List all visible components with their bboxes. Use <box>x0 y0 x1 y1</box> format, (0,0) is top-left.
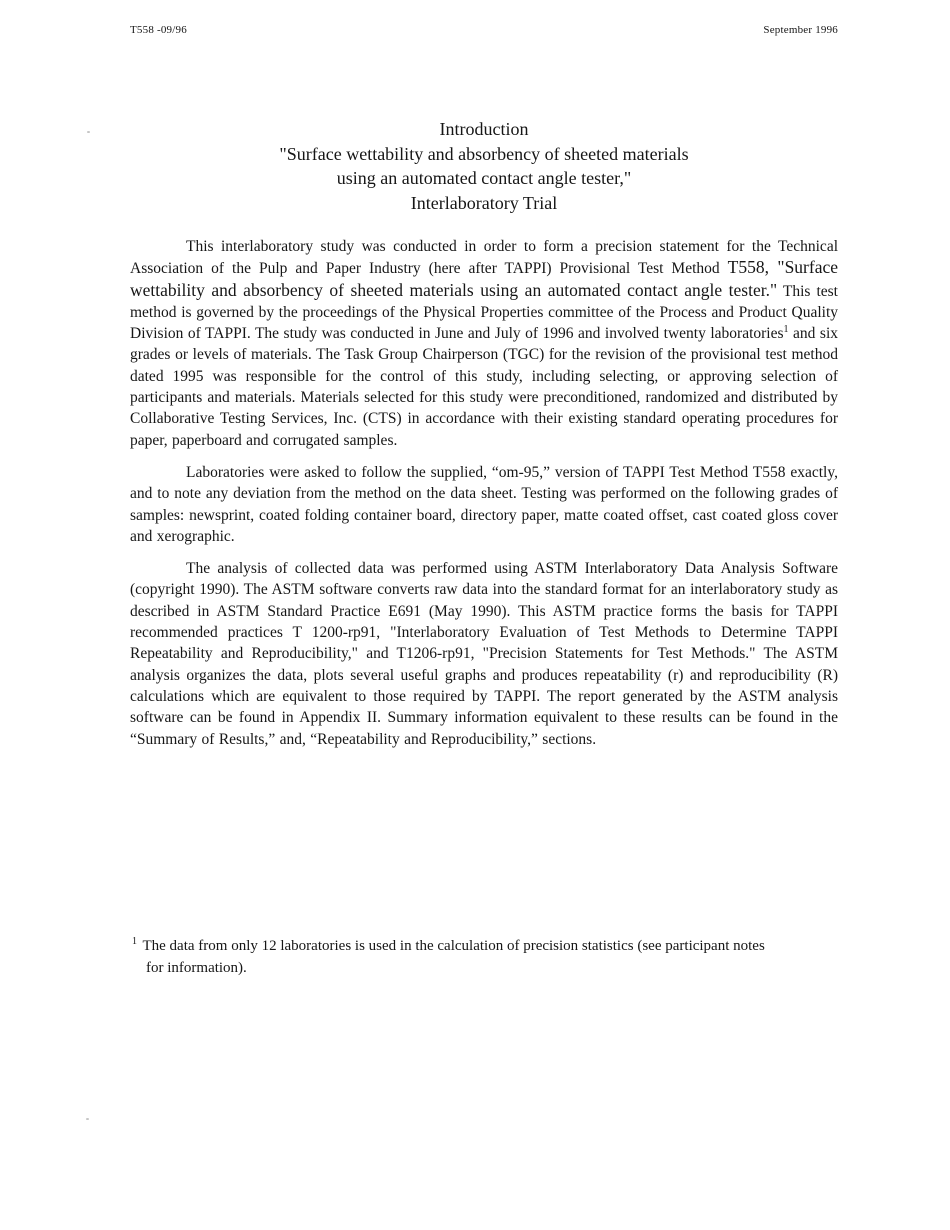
paragraph-1 <box>130 236 838 451</box>
scan-artifact <box>86 1118 89 1120</box>
doc-number: T558 -09/96 <box>130 24 187 36</box>
title-subtitle-line-1: "Surface wettability and absorbency of sheeted materials <box>279 143 689 164</box>
document-body <box>130 236 838 761</box>
page-header <box>130 24 838 36</box>
paragraph-2: Laboratories were asked to follow the supplied, “om-95,” version of TAPPI Test Method T558 exactly, and to note any deviation from the method on the data sheet. Testing was performed on the following grades of samples: newsprint, coated folding container board, directory paper, matte coated offset, cast coated gloss cover and xerographic. <box>130 463 838 545</box>
footnote <box>132 936 772 979</box>
title-introduction: Introduction <box>439 119 529 139</box>
title-subtitle-line-2: using an automated contact angle tester," <box>336 168 632 189</box>
title-block <box>130 117 838 216</box>
header-date: September 1996 <box>763 24 838 36</box>
title-interlaboratory-trial: Interlaboratory Trial <box>410 193 558 214</box>
p1-text-2: This test method is governed by the proceedings of the Physical Properties committee of the Process and Product Quality Division of TAPPI. The study was conducted in June and July of 1996 and involved twenty laboratories <box>130 282 838 343</box>
p1-method-title: T558, "Surface wettability and absorbency of sheeted materials using an automated contact angle tester." <box>130 257 839 300</box>
p1-text-1: This interlaboratory study was conducted in order to form a precision statement for the Technical Association of the Pulp and Paper Industry (here after TAPPI) Provisional Test Method <box>130 238 838 278</box>
footnote-marker: 1 <box>132 936 137 947</box>
paragraph-3: The analysis of collected data was performed using ASTM Interlaboratory Data Analysis Software (copyright 1990). The ASTM software converts raw data into the standard format for an interlaboratory study as described in ASTM Standard Practice E691 (May 1990). This ASTM practice forms the basis for TAPPI recommended practices T 1200-rp91, "Interlaboratory Evaluation of Test Methods to Determine TAPPI Repeatability and Reproducibility," and T1206-rp91, "Precision Statements for Test Methods." The ASTM analysis organizes the data, plots several useful graphs and produces repeatability (r) and reproducibility (R) calculations which are equivalent to those required by TAPPI. The report generated by the ASTM analysis software can be found in Appendix II. Summary information equivalent to these results can be found in the “Summary of Results,” and, “Repeatability and Reproducibility,” sections. <box>130 560 838 748</box>
scan-artifact <box>87 131 90 133</box>
footnote-reference: 1 <box>783 324 789 336</box>
p1-text-3: and six grades or levels of materials. The Task Group Chairperson (TGC) for the revision of the provisional test method dated 1995 was responsible for the control of this study, including selecting, or approving selection of participants and materials. Materials selected for this study were preconditioned, randomized and distributed by Collaborative Testing Services, Inc. (CTS) in accordance with their existing standard operating procedures for paper, paperboard and corrugated samples. <box>130 325 839 449</box>
footnote-text: The data from only 12 laboratories is used in the calculation of precision statistics (see participant notes for information). <box>139 938 765 976</box>
